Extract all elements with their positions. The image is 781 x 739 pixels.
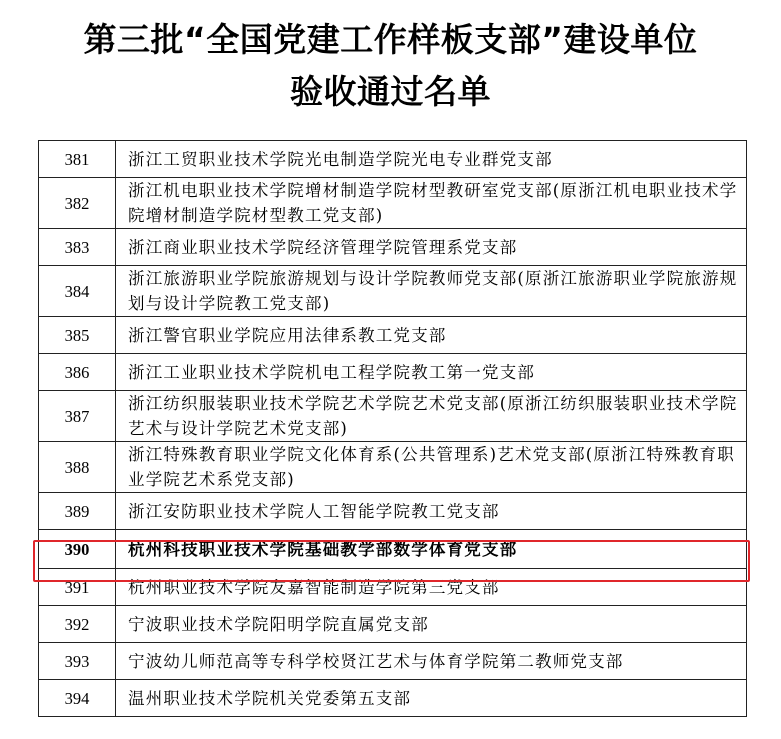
- row-number: 388: [39, 442, 116, 493]
- row-unit-name: 浙江商业职业技术学院经济管理学院管理系党支部: [116, 229, 747, 266]
- row-number: 394: [39, 680, 116, 717]
- row-unit-name: 浙江工贸职业技术学院光电制造学院光电专业群党支部: [116, 141, 747, 178]
- table-row: [39, 178, 747, 229]
- row-number: 392: [39, 606, 116, 643]
- row-number: 387: [39, 391, 116, 442]
- page-title-line2: 验收通过名单: [290, 72, 491, 111]
- row-unit-name: 浙江旅游职业学院旅游规划与设计学院教师党支部(原浙江旅游职业学院旅游规划与设计学院教工党支部): [116, 266, 747, 317]
- row-number: 385: [39, 317, 116, 354]
- row-number: 386: [39, 354, 116, 391]
- row-unit-name: 温州职业技术学院机关党委第五支部: [116, 680, 747, 717]
- unit-list-table: [38, 140, 747, 717]
- row-unit-name: 杭州职业技术学院友嘉智能制造学院第三党支部: [116, 569, 747, 606]
- table-row: [39, 493, 747, 530]
- row-unit-name: 浙江特殊教育职业学院文化体育系(公共管理系)艺术党支部(原浙江特殊教育职业学院艺术系党支部): [116, 442, 747, 493]
- row-number: 390: [39, 530, 116, 569]
- row-unit-name: 浙江工业职业技术学院机电工程学院教工第一党支部: [116, 354, 747, 391]
- table-row: [39, 354, 747, 391]
- table-row: [39, 391, 747, 442]
- table-row: [39, 266, 747, 317]
- table-row-highlighted: [39, 530, 747, 569]
- table-row: [39, 643, 747, 680]
- table-row: [39, 442, 747, 493]
- row-unit-name: 宁波职业技术学院阳明学院直属党支部: [116, 606, 747, 643]
- table-row: [39, 606, 747, 643]
- row-number: 382: [39, 178, 116, 229]
- page-title-line1: 第三批“全国党建工作样板支部”建设单位: [83, 20, 698, 59]
- row-number: 384: [39, 266, 116, 317]
- row-number: 393: [39, 643, 116, 680]
- row-unit-name: 浙江安防职业技术学院人工智能学院教工党支部: [116, 493, 747, 530]
- row-unit-name: 浙江警官职业学院应用法律系教工党支部: [116, 317, 747, 354]
- row-unit-name: 杭州科技职业技术学院基础教学部数学体育党支部: [116, 530, 747, 569]
- table-row: [39, 229, 747, 266]
- table-row: [39, 569, 747, 606]
- row-number: 381: [39, 141, 116, 178]
- row-number: 383: [39, 229, 116, 266]
- row-unit-name: 浙江机电职业技术学院增材制造学院材型教研室党支部(原浙江机电职业技术学院增材制造学院材型教工党支部): [116, 178, 747, 229]
- table-row: [39, 317, 747, 354]
- row-unit-name: 浙江纺织服装职业技术学院艺术学院艺术党支部(原浙江纺织服装职业技术学院艺术与设计学院艺术党支部): [116, 391, 747, 442]
- row-number: 391: [39, 569, 116, 606]
- row-unit-name: 宁波幼儿师范高等专科学校贤江艺术与体育学院第二教师党支部: [116, 643, 747, 680]
- table-row: [39, 680, 747, 717]
- table-row: [39, 141, 747, 178]
- row-number: 389: [39, 493, 116, 530]
